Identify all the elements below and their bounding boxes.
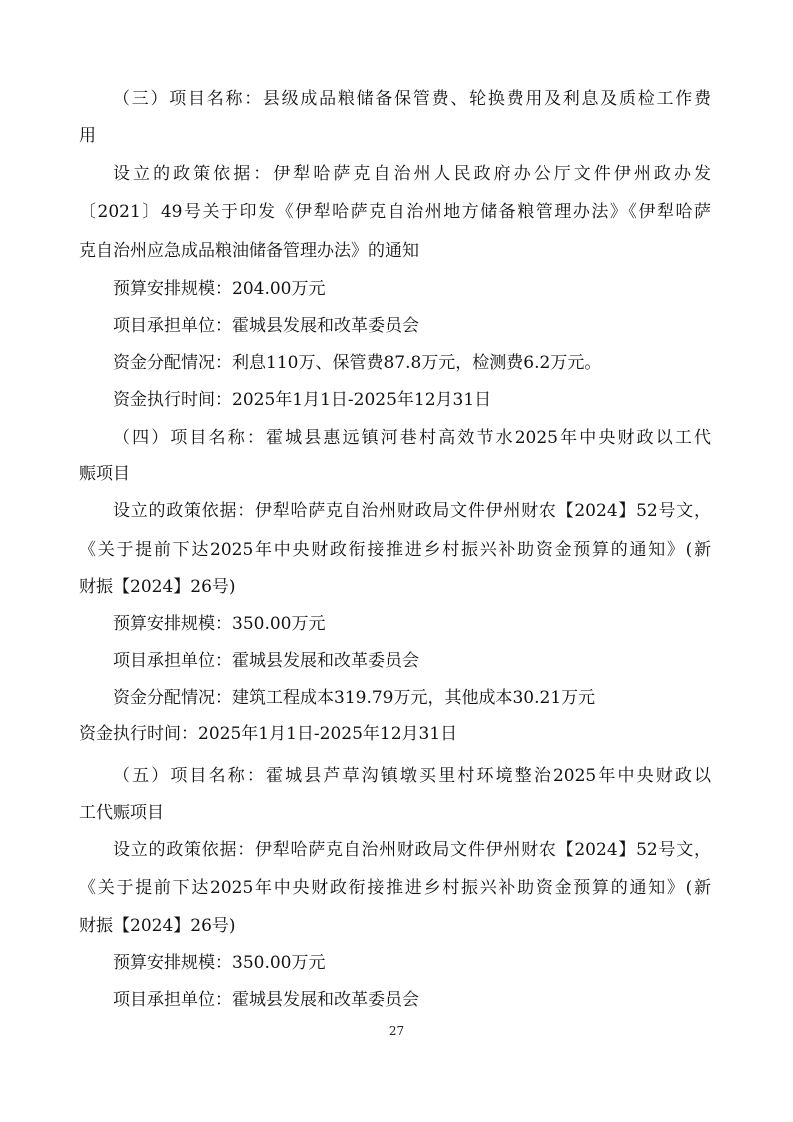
section3-basis-line3: 克自治州应急成品粮油储备管理办法》的通知	[79, 241, 419, 261]
section5-title-line1: （五）项目名称：霍城县芦草沟镇墩买里村环境整治2025年中央财政以	[113, 766, 711, 786]
section5-basis-line3: 财振【2024】26号)	[79, 916, 236, 936]
section3-title-line2: 用	[79, 126, 96, 146]
section5-budget: 预算安排规模：350.00万元	[113, 953, 326, 973]
section3-unit: 项目承担单位：霍城县发展和改革委员会	[113, 316, 419, 336]
section4-basis-line3: 财振【2024】26号)	[79, 577, 236, 597]
section5-title-line2: 工代赈项目	[79, 803, 164, 823]
section5-unit: 项目承担单位：霍城县发展和改革委员会	[113, 990, 419, 1010]
section3-period: 资金执行时间：2025年1月1日-2025年12月31日	[113, 390, 492, 410]
section3-budget: 预算安排规模：204.00万元	[113, 279, 326, 299]
section4-title-line1: （四）项目名称：霍城县惠远镇河巷村高效节水2025年中央财政以工代	[113, 428, 711, 448]
section4-basis-line1: 设立的政策依据：伊犁哈萨克自治州财政局文件伊州财农【2024】52号文，	[113, 501, 711, 521]
section3-title-line1: （三）项目名称：县级成品粮储备保管费、轮换费用及利息及质检工作费	[113, 89, 711, 109]
section4-allocation: 资金分配情况：建筑工程成本319.79万元，其他成本30.21万元	[113, 688, 596, 708]
section3-basis-line2: 〔2021〕49号关于印发《伊犁哈萨克自治州地方储备粮管理办法》《伊犁哈萨	[79, 202, 711, 222]
section3-basis-line1: 设立的政策依据：伊犁哈萨克自治州人民政府办公厅文件伊州政办发	[113, 164, 711, 184]
section4-period: 资金执行时间：2025年1月1日-2025年12月31日	[79, 724, 458, 744]
page-number: 27	[388, 1024, 405, 1038]
section5-basis-line2: 《关于提前下达2025年中央财政衔接推进乡村振兴补助资金预算的通知》(新	[79, 878, 711, 898]
section5-basis-line1: 设立的政策依据：伊犁哈萨克自治州财政局文件伊州财农【2024】52号文，	[113, 840, 711, 860]
section4-basis-line2: 《关于提前下达2025年中央财政衔接推进乡村振兴补助资金预算的通知》(新	[79, 540, 711, 560]
section4-title-line2: 赈项目	[79, 464, 130, 484]
section4-budget: 预算安排规模：350.00万元	[113, 614, 326, 634]
section4-unit: 项目承担单位：霍城县发展和改革委员会	[113, 651, 419, 671]
section3-allocation: 资金分配情况：利息110万、保管费87.8万元，检测费6.2万元。	[113, 353, 602, 373]
